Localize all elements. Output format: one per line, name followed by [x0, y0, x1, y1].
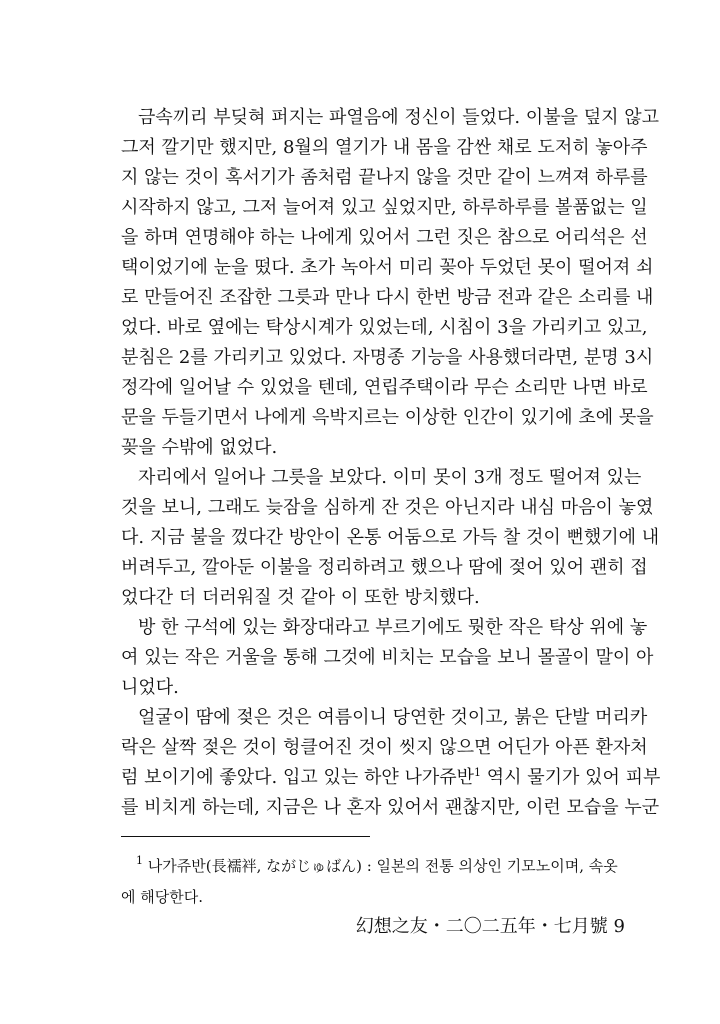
text-line: 여 있는 작은 거울을 통해 그것에 비치는 모습을 보니 몰골이 말이 아	[121, 647, 654, 668]
text-line: 버려두고, 깔아둔 이불을 정리하려고 했으나 땀에 젖어 있어 괜히 접	[121, 557, 648, 578]
text-line	[121, 763, 661, 793]
text-line: 문을 두들기면서 나에게 윽박지르는 이상한 인간이 있기에 초에 못을	[121, 407, 654, 428]
text-line: 금속끼리 부딪혀 퍼지는 파열음에 정신이 들었다. 이불을 덮지 않고	[138, 107, 659, 128]
text-line: 로 만들어진 조잡한 그릇과 만나 다시 한번 방금 전과 같은 소리를 내	[121, 287, 654, 308]
text-line: 방 한 구석에 있는 화장대라고 부르기에도 뭣한 작은 탁상 위에 놓	[138, 617, 648, 638]
text-segment: 럼 보이기에 좋았다. 입고 있는 하얀 나가쥬반	[121, 767, 475, 788]
text-segment: 역시 물기가 있어 피부	[481, 767, 661, 788]
footnote-text: 나가쥬반(長襦袢, ながじゅばん) : 일본의 전통 의상인 기모노이며, 속옷	[143, 857, 618, 875]
text-line: 을 하며 연명해야 하는 나에게 있어서 그런 짓은 참으로 어리석은 선	[121, 227, 648, 248]
footnote-line: 에 해당한다.	[121, 888, 203, 906]
text-line: 락은 살짝 젖은 것이 헝클어진 것이 씻지 않으면 어딘가 아픈 환자처	[121, 737, 648, 758]
text-line: 택이었기에 눈을 떴다. 초가 녹아서 미리 꽂아 두었던 못이 떨어져 쇠	[121, 257, 654, 278]
footnote-separator	[121, 836, 370, 837]
text-line: 지 않는 것이 혹서기가 좀처럼 끝나지 않을 것만 같이 느껴져 하루를	[121, 167, 648, 188]
text-line: 정각에 일어날 수 있었을 텐데, 연립주택이라 무슨 소리만 나면 바로	[121, 377, 648, 398]
text-line: 시작하지 않고, 그저 늘어져 있고 싶었지만, 하루하루를 볼품없는 일	[121, 197, 648, 218]
running-title: 幻想之友・二〇二五年・七月號	[355, 916, 608, 937]
text-line: 분침은 2를 가리키고 있었다. 자명종 기능을 사용했더라면, 분명 3시	[121, 347, 654, 368]
footnote-line	[121, 851, 618, 882]
footnote-marker: 1	[136, 854, 143, 867]
text-line: 그저 깔기만 했지만, 8월의 열기가 내 몸을 감싼 채로 도저히 놓아주	[121, 137, 648, 158]
text-line: 었다간 더 더러워질 것 같아 이 또한 방치했다.	[121, 587, 480, 608]
text-line: 꽂을 수밖에 없었다.	[121, 437, 278, 458]
page-number: 9	[613, 916, 625, 937]
text-line: 다. 지금 불을 껐다간 방안이 온통 어둠으로 가득 찰 것이 뻔했기에 내	[121, 527, 660, 548]
text-line: 얼굴이 땀에 젖은 것은 여름이니 당연한 것이고, 붉은 단발 머리카	[138, 707, 648, 728]
page-footer	[356, 912, 625, 942]
footnote	[121, 851, 618, 913]
text-line: 를 비치게 하는데, 지금은 나 혼자 있어서 괜찮지만, 이런 모습을 누군	[121, 797, 660, 818]
text-line: 었다. 바로 옆에는 탁상시계가 있었는데, 시침이 3을 가리키고 있고,	[121, 317, 648, 338]
text-line: 자리에서 일어나 그릇을 보았다. 이미 못이 3개 정도 떨어져 있는	[138, 467, 642, 488]
text-line: 것을 보니, 그래도 늦잠을 심하게 잔 것은 아닌지라 내심 마음이 놓였	[121, 497, 654, 518]
footnote-reference[interactable]: 1	[474, 766, 482, 779]
body-text	[121, 103, 661, 823]
text-line: 니었다.	[121, 677, 179, 698]
